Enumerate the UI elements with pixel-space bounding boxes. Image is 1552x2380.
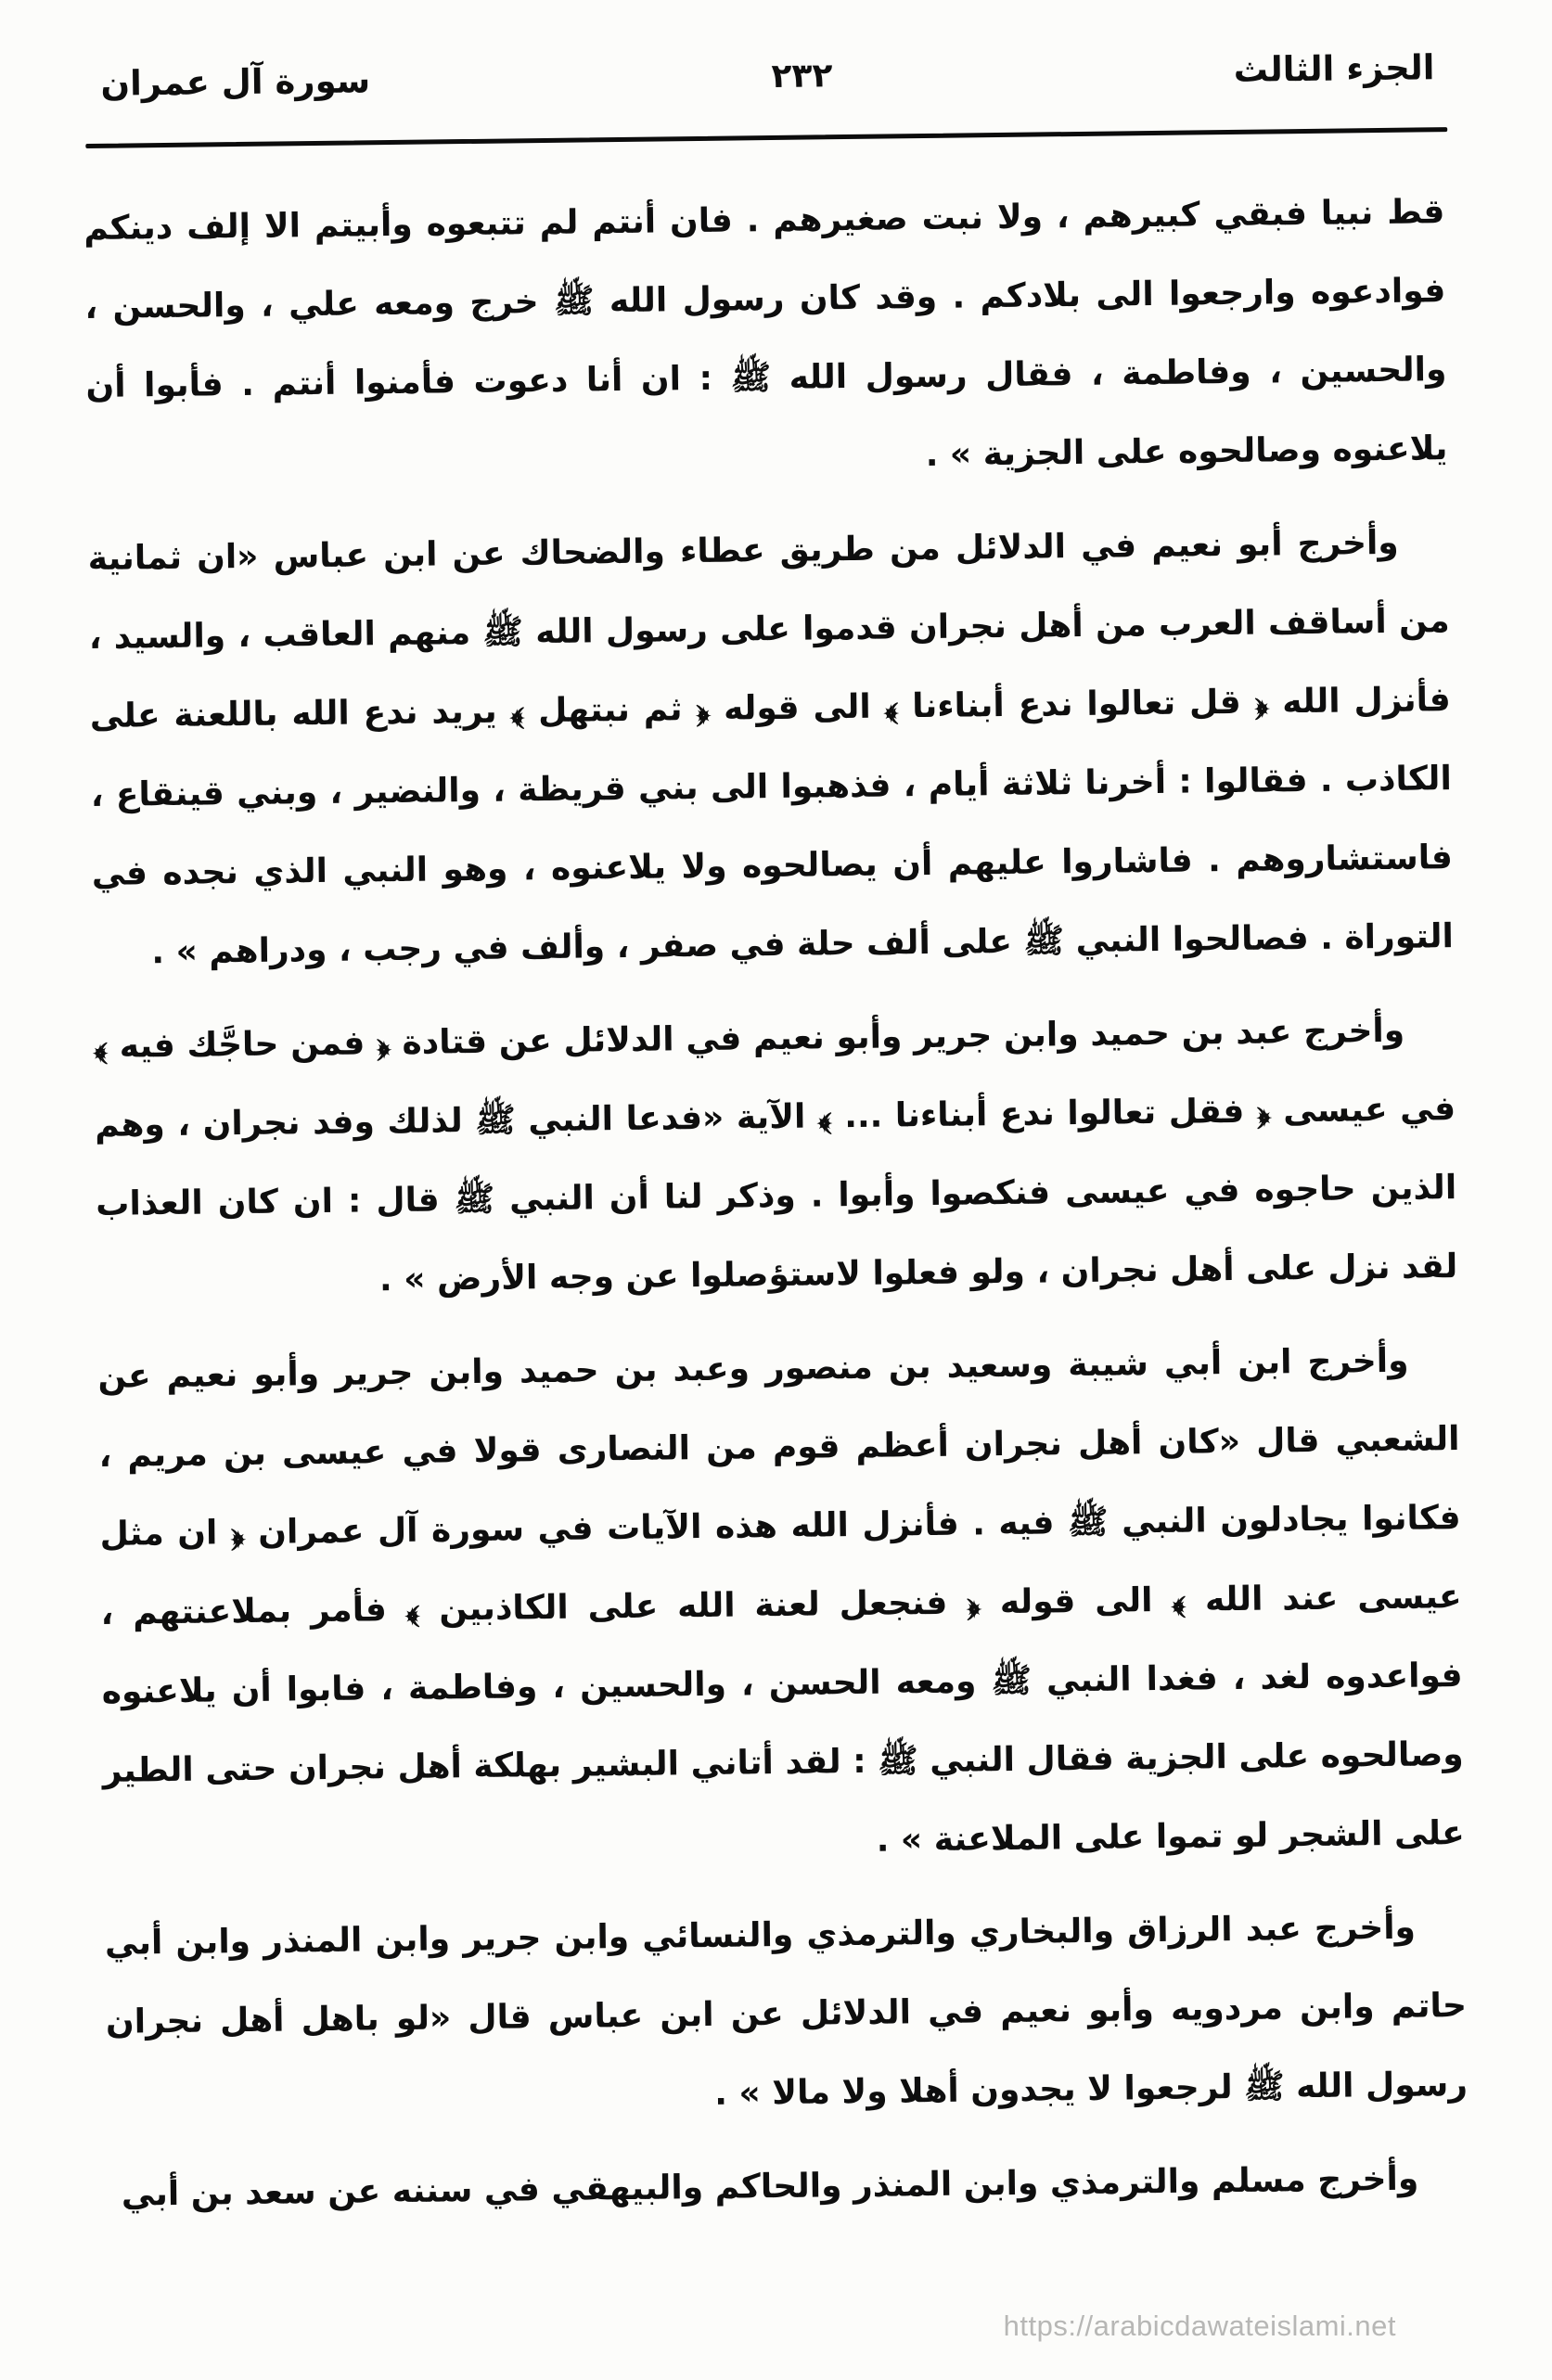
juz-title: الجزء الثالث [1233,47,1435,90]
surah-title: سورة آل عمران [100,60,371,104]
page-body [0,131,1552,2235]
paragraph-5: وأخرج عبد الرزاق والبخاري والترمذي والنسائي وابن جرير وابن المنذر وابن أبي حاتم وابن مردويه وأبو نعيم في الدلائل عن ابن عباس قال «لو باهل أهل نجران رسول الله ﷺ لرجعوا لا يجدون أهلا ولا مالا » . [104,1909,1469,2114]
paragraph-3: وأخرج عبد بن حميد وابن جرير وأبو نعيم في الدلائل عن قتادة ﴿ فمن حاجَّك فيه ﴾ في عيسى ﴿ فقل تعالوا ندع أبناءنا ... ﴾ الآية «فدعا النبي ﷺ لذلك وفد نجران ، وهم الذين حاجوه في عيسى فنكصوا وأبوا . وذكر لنا أن النبي ﷺ قال : ان كان العذاب لقد نزل على أهل نجران ، ولو فعلوا لاستؤصلوا عن وجه الأرض » . [93,1012,1458,1299]
watermark-url: https://arabicdawateislami.net [1003,2310,1396,2342]
paragraph-4: وأخرج ابن أبي شيبة وسعيد بن منصور وعبد بن حميد وابن جرير وأبو نعيم عن الشعبي قال «كان أهل نجران أعظم قوم من النصارى قولا في عيسى بن مريم ، فكانوا يجادلون النبي ﷺ فيه . فأنزل الله هذه الآيات في سورة آل عمران ﴿ ان مثل عيسى عند الله ﴾ الى قوله ﴿ فنجعل لعنة الله على الكاذبين ﴾ فأمر بملاعنتهم ، فواعدوه لغد ، فغدا النبي ﷺ ومعه الحسن ، والحسين ، وفاطمة ، فابوا أن يلاعنوه وصالحوه على الجزية فقال النبي ﷺ : لقد أتاني البشير بهلكة أهل نجران حتى الطير على الشجر لو تموا على الملاعنة » . [97,1342,1465,1861]
paragraph-2: وأخرج أبو نعيم في الدلائل من طريق عطاء والضحاك عن ابن عباس «ان ثمانية من أساقف العرب من أهل نجران قدموا على رسول الله ﷺ منهم العاقب ، والسيد ، فأنزل الله ﴿ قل تعالوا ندع أبناءنا ﴾ الى قوله ﴿ ثم نبتهل ﴾ يريد ندع الله باللعنة على الكاذب . فقالوا : أخرنا ثلاثة أيام ، فذهبوا الى بني قريظة ، والنضير ، وبني قينقاع ، فاستشاروهم . فاشاروا عليهم أن يصالحوه ولا يلاعنوه ، وهو النبي الذي نجده في التوراة . فصالحوا النبي ﷺ على ألف حلة في صفر ، وألف في رجب ، ودراهم » . [87,524,1455,972]
page-header [0,0,1542,107]
paragraph-1: قط نبيا فبقي كبيرهم ، ولا نبت صغيرهم . فان أنتم لم تتبعوه وأبيتم الا إلف دينكم فوادعوه وارجعوا الى بلادكم . وقد كان رسول الله ﷺ خرج ومعه علي ، والحسن ، والحسين ، وفاطمة ، فقال رسول الله ﷺ : ان أنا دعوت فأمنوا أنتم . فأبوا أن يلاعنوه وصالحوه على الجزية » . [83,193,1448,475]
paragraph-6: وأخرج مسلم والترمذي وابن المنذر والحاكم والبيهقي في سننه عن سعد بن أبي [121,2160,1419,2215]
page-number: ٢٣٢ [771,57,833,96]
